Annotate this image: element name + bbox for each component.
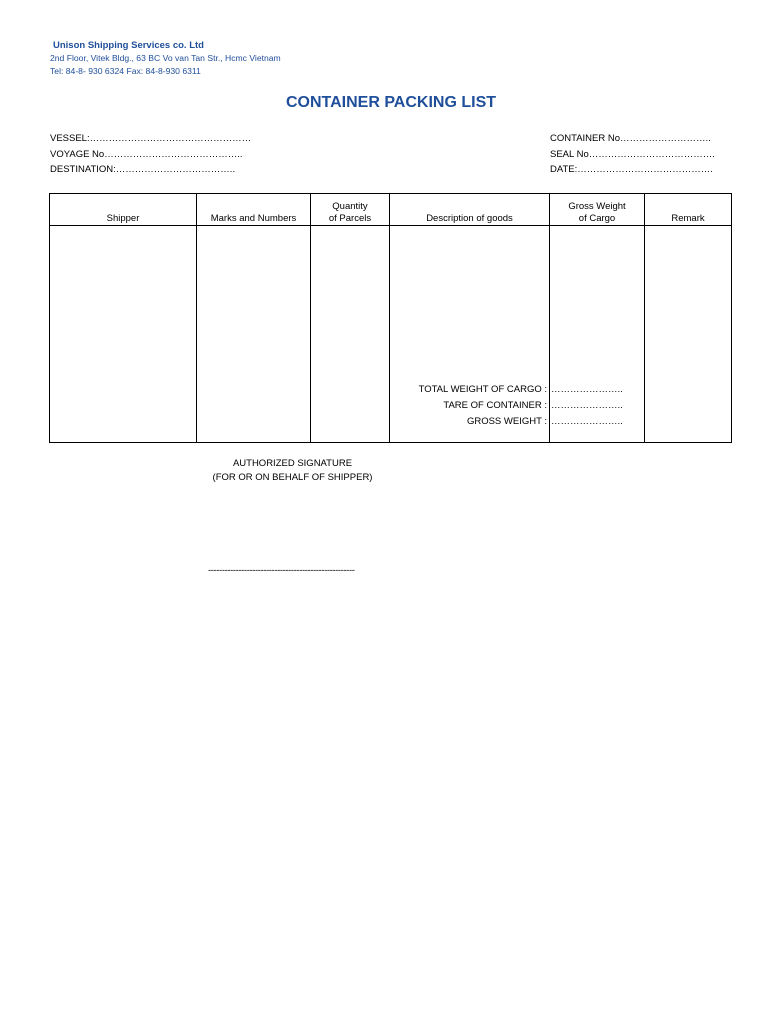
header-remark: Remark xyxy=(645,194,732,226)
voyage-field: VOYAGE No…………………………………….. xyxy=(50,148,243,160)
cell-marks[interactable] xyxy=(197,226,311,443)
company-header xyxy=(50,39,281,78)
total-weight-value: ………………….. xyxy=(551,384,623,395)
cell-shipper[interactable] xyxy=(50,226,197,443)
company-address: 2nd Floor, Vitek Bldg., 63 BC Vo van Tan Str., Hcmc Vietnam xyxy=(50,53,281,63)
container-field: CONTAINER No……………………….. xyxy=(550,133,711,144)
signature-line: ----------------------------------------------------- xyxy=(208,565,355,576)
gross-weight-label: GROSS WEIGHT : xyxy=(466,415,547,427)
company-name: Unison Shipping Services co. Ltd xyxy=(53,40,204,51)
total-weight-label: TOTAL WEIGHT OF CARGO : xyxy=(418,384,547,395)
destination-field: DESTINATION:……………………………….. xyxy=(50,164,236,175)
shipment-fields-right xyxy=(550,131,715,178)
seal-field: SEAL No…………………………………. xyxy=(550,148,715,160)
header-marks: Marks and Numbers xyxy=(197,194,311,226)
cell-gross-weight[interactable] xyxy=(550,226,645,443)
shipment-fields-left xyxy=(50,131,251,178)
cell-quantity[interactable] xyxy=(311,226,390,443)
header-gross-weight: Gross Weight of Cargo xyxy=(550,194,645,226)
header-description: Description of goods xyxy=(390,194,550,226)
table-row xyxy=(50,226,732,443)
signature-block xyxy=(190,457,395,485)
packing-table xyxy=(49,193,732,443)
tare-value: ………………….. xyxy=(551,399,623,411)
table-header-row xyxy=(50,194,732,226)
document-title: CONTAINER PACKING LIST xyxy=(285,94,497,111)
header-quantity: Quantity of Parcels xyxy=(311,194,390,226)
totals-labels xyxy=(419,382,547,429)
cell-description[interactable] xyxy=(390,226,550,443)
signature-title: AUTHORIZED SIGNATURE xyxy=(232,458,353,469)
signature-subtitle: (FOR OR ON BEHALF OF SHIPPER) xyxy=(212,472,373,483)
tare-label: TARE OF CONTAINER : xyxy=(443,399,547,411)
cell-remark[interactable] xyxy=(645,226,732,443)
header-shipper: Shipper xyxy=(50,194,197,226)
date-field: DATE:……………………………………. xyxy=(550,164,713,175)
company-contact: Tel: 84-8- 930 6324 Fax: 84-8-930 6311 xyxy=(50,66,201,76)
gross-weight-value: ………………….. xyxy=(551,415,623,427)
vessel-field: VESSEL:…………………………………………… xyxy=(50,133,252,144)
totals-values xyxy=(551,382,623,429)
